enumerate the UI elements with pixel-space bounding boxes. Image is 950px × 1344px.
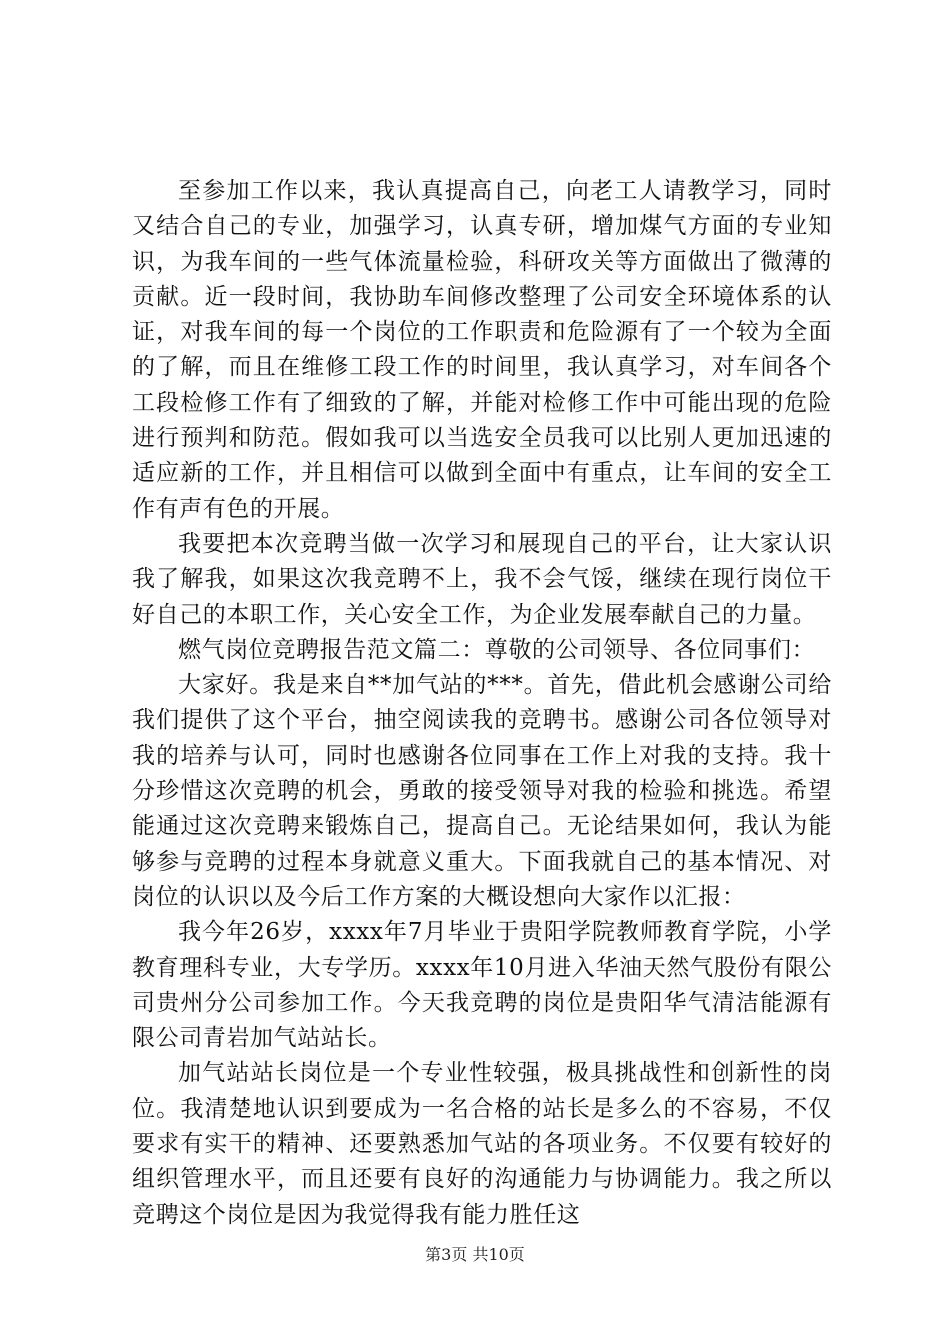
paragraph: 大家好。我是来自**加气站的***。首先，借此机会感谢公司给我们提供了这个平台，抽空阅读我的竞聘书。感谢公司各位领导对我的培养与认可，同时也感谢各位同事在工作上对我的支持。我十分珍惜这次竞聘的机会，勇敢的接受领导对我的检验和挑选。希望能通过这次竞聘来锻炼自己，提高自己。无论结果如何，我认为能够参与竞聘的过程本身就意义重大。下面我就自己的基本情况、对岗位的认识以及今后工作方案的大概设想向大家作以汇报： [132,672,832,910]
paragraph: 至参加工作以来，我认真提高自己，向老工人请教学习，同时又结合自己的专业，加强学习，认真专研，增加煤气方面的专业知识，为我车间的一些气体流量检验，科研攻关等方面做出了微薄的贡献。近一段时间，我协助车间修改整理了公司安全环境体系的认证，对我车间的每一个岗位的工作职责和危险源有了一个较为全面的了解，而且在维修工段工作的时间里，我认真学习，对车间各个工段检修工作有了细致的了解，并能对检修工作中可能出现的危险进行预判和防范。假如我可以当选安全员我可以比别人更加迅速的适应新的工作，并且相信可以做到全面中有重点，让车间的安全工作有声有色的开展。 [132,178,832,522]
document-body [132,174,832,1233]
page-number-footer: 第3页 共10页 [425,1245,525,1264]
paragraph: 燃气岗位竞聘报告范文篇二：尊敬的公司领导、各位同事们： [178,636,816,663]
paragraph: 我今年26岁，xxxx年7月毕业于贵阳学院教师教育学院，小学教育理科专业，大专学历。xxxx年10月进入华油天然气股份有限公司贵州分公司参加工作。今天我竞聘的岗位是贵阳华气清洁能源有限公司青岩加气站站长。 [132,919,832,1052]
paragraph: 我要把本次竞聘当做一次学习和展现自己的平台，让大家认识我了解我，如果这次我竞聘不上，我不会气馁，继续在现行岗位干好自己的本职工作，关心安全工作，为企业发展奉献自己的力量。 [132,530,832,628]
paragraph: 加气站站长岗位是一个专业性较强，极具挑战性和创新性的岗位。我清楚地认识到要成为一名合格的站长是多么的不容易，不仅要求有实干的精神、还要熟悉加气站的各项业务。不仅要有较好的组织管理水平，而且还要有良好的沟通能力与协调能力。我之所以竞聘这个岗位是因为我觉得我有能力胜任这 [132,1060,832,1228]
